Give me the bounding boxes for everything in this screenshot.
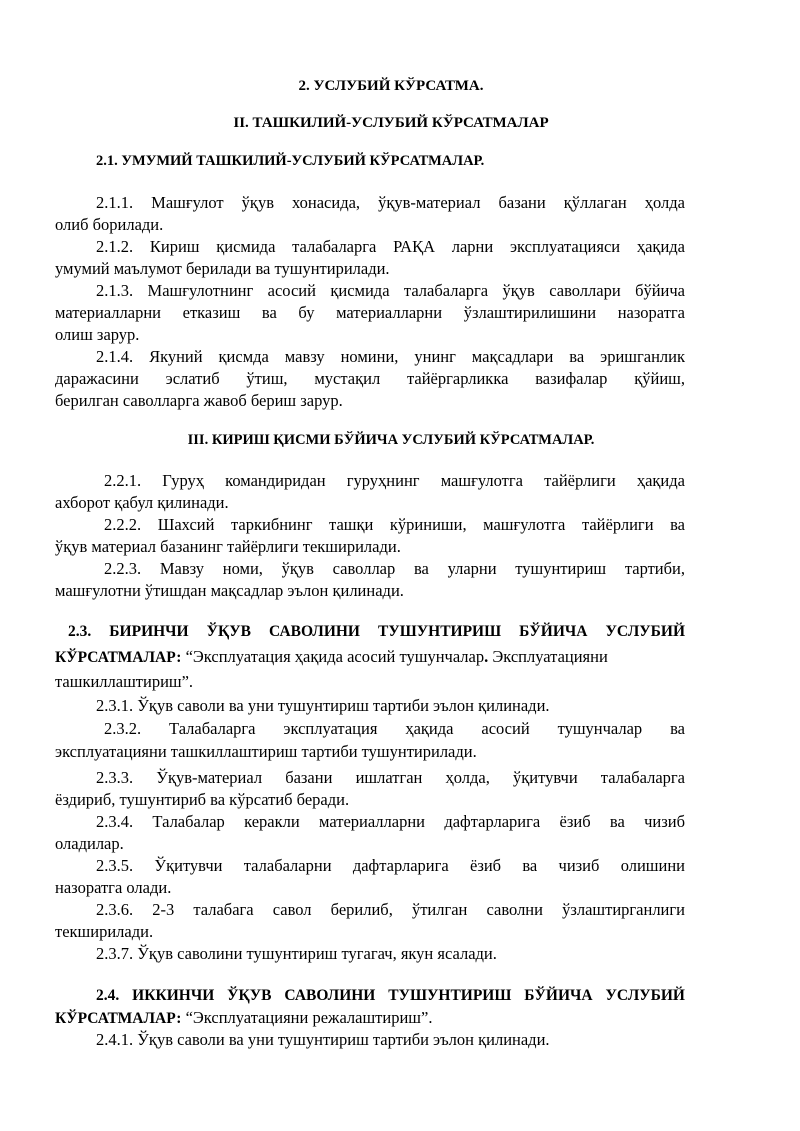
paragraph-2-2-3: 2.2.3. Мавзу номи, ўқув саволлар ва уларни тушунтириш тартиби, — [104, 559, 685, 578]
section-heading-2-3-line-2 — [55, 647, 608, 668]
section-heading-2-4-line-2 — [55, 1008, 432, 1029]
paragraph-2-2-1-cont: ахборот қабул қилинади. — [55, 493, 229, 512]
heading-2-3-dot: . — [484, 647, 489, 666]
document-title: 2. УСЛУБИЙ КЎРСАТМА. — [298, 78, 484, 94]
heading-2-3-bold-part: КЎРСАТМАЛАР: — [55, 649, 182, 666]
paragraph-2-1-3: 2.1.3. Машғулотнинг асосий қисмида талабаларга ўқув саволлари бўйича — [96, 281, 685, 300]
section-heading-2-4: 2.4. ИККИНЧИ ЎҚУВ САВОЛИНИ ТУШУНТИРИШ БЎЙИЧА УСЛУБИЙ — [96, 987, 685, 1004]
paragraph-2-3-6: 2.3.6. 2-3 талабага савол берилиб, ўтилган саволни ўзлаштирганлиги — [96, 900, 685, 919]
paragraph-2-1-2-cont: умумий маълумот берилади ва тушунтирилади. — [55, 259, 390, 278]
paragraph-2-1-1-cont: олиб борилади. — [55, 215, 164, 234]
paragraph-2-3-7: 2.3.7. Ўқув саволини тушунтириш тугагач, якун ясалади. — [96, 944, 497, 963]
paragraph-2-2-2: 2.2.2. Шахсий таркибнинг ташқи кўриниши, машғулотга тайёрлиги ва — [104, 515, 685, 534]
paragraph-2-2-2-cont: ўқув материал базанинг тайёрлиги текширилади. — [55, 537, 401, 556]
section-heading-3: III. КИРИШ ҚИСМИ БЎЙИЧА УСЛУБИЙ КЎРСАТМАЛАР. — [187, 432, 595, 448]
section-heading-2-1: 2.1. УМУМИЙ ТАШКИЛИЙ-УСЛУБИЙ КЎРСАТМАЛАР. — [96, 153, 485, 169]
paragraph-2-3-3: 2.3.3. Ўқув-материал базани ишлатган ҳолда, ўқитувчи талабаларга — [96, 768, 685, 787]
paragraph-2-2-3-cont: машғулотни ўтишдан мақсадлар эълон қилинади. — [55, 581, 404, 600]
paragraph-2-1-4: 2.1.4. Якуний қисмда мавзу номини, унинг мақсадлари ва эришганлик — [96, 347, 685, 366]
paragraph-2-3-2-cont: эксплуатацияни ташкиллаштириш тартиби тушунтирилади. — [55, 742, 477, 761]
heading-2-3-text-part-b: Эксплуатацияни — [488, 647, 608, 666]
paragraph-2-3-4-cont: оладилар. — [55, 834, 124, 853]
paragraph-2-3-1: 2.3.1. Ўқув саволи ва уни тушунтириш тартиби эълон қилинади. — [96, 696, 550, 715]
paragraph-2-1-4-cont-1: даражасини эслатиб ўтиш, мустақил тайёргарликка вазифалар қўйиш, — [55, 369, 685, 388]
paragraph-2-3-5: 2.3.5. Ўқитувчи талабаларни дафтарларига ёзиб ва чизиб олишини — [96, 856, 685, 875]
section-heading-2-3-line-3: ташкиллаштириш”. — [55, 672, 194, 691]
paragraph-2-3-4: 2.3.4. Талабалар керакли материалларни дафтарларига ёзиб ва чизиб — [96, 812, 685, 831]
heading-2-4-bold-part: КЎРСАТМАЛАР: — [55, 1010, 182, 1027]
paragraph-2-3-3-cont: ёздириб, тушунтириб ва кўрсатиб беради. — [55, 790, 350, 809]
paragraph-2-4-1: 2.4.1. Ўқув саволи ва уни тушунтириш тартиби эълон қилинади. — [96, 1030, 550, 1049]
section-heading-2-3: 2.3. БИРИНЧИ ЎҚУВ САВОЛИНИ ТУШУНТИРИШ БЎЙИЧА УСЛУБИЙ — [68, 623, 685, 640]
paragraph-2-3-5-cont: назоратга олади. — [55, 878, 172, 897]
paragraph-2-1-1: 2.1.1. Машғулот ўқув хонасида, ўқув-материал базани қўллаган ҳолда — [96, 193, 685, 212]
paragraph-2-2-1: 2.2.1. Гуруҳ командиридан гуруҳнинг машғулотга тайёрлиги ҳақида — [104, 471, 685, 490]
paragraph-2-3-2: 2.3.2. Талабаларга эксплуатация ҳақида асосий тушунчалар ва — [104, 719, 685, 738]
paragraph-2-1-2: 2.1.2. Кириш қисмида талабаларга РАҚА ларни эксплуатацияси ҳақида — [96, 237, 685, 256]
paragraph-2-3-6-cont: текширилади. — [55, 922, 154, 941]
paragraph-2-1-3-cont-2: олиш зарур. — [55, 325, 140, 344]
paragraph-2-1-3-cont-1: материалларни етказиш ва бу материалларни ўзлаштирилишини назоратга — [55, 303, 685, 322]
heading-2-4-text-part: “Эксплуатацияни режалаштириш”. — [181, 1008, 433, 1027]
heading-2-3-text-part: “Эксплуатация ҳақида асосий тушунчалар — [181, 647, 485, 666]
paragraph-2-1-4-cont-2: берилган саволларга жавоб бериш зарур. — [55, 391, 343, 410]
section-title-2: II. ТАШКИЛИЙ-УСЛУБИЙ КЎРСАТМАЛАР — [233, 115, 549, 131]
